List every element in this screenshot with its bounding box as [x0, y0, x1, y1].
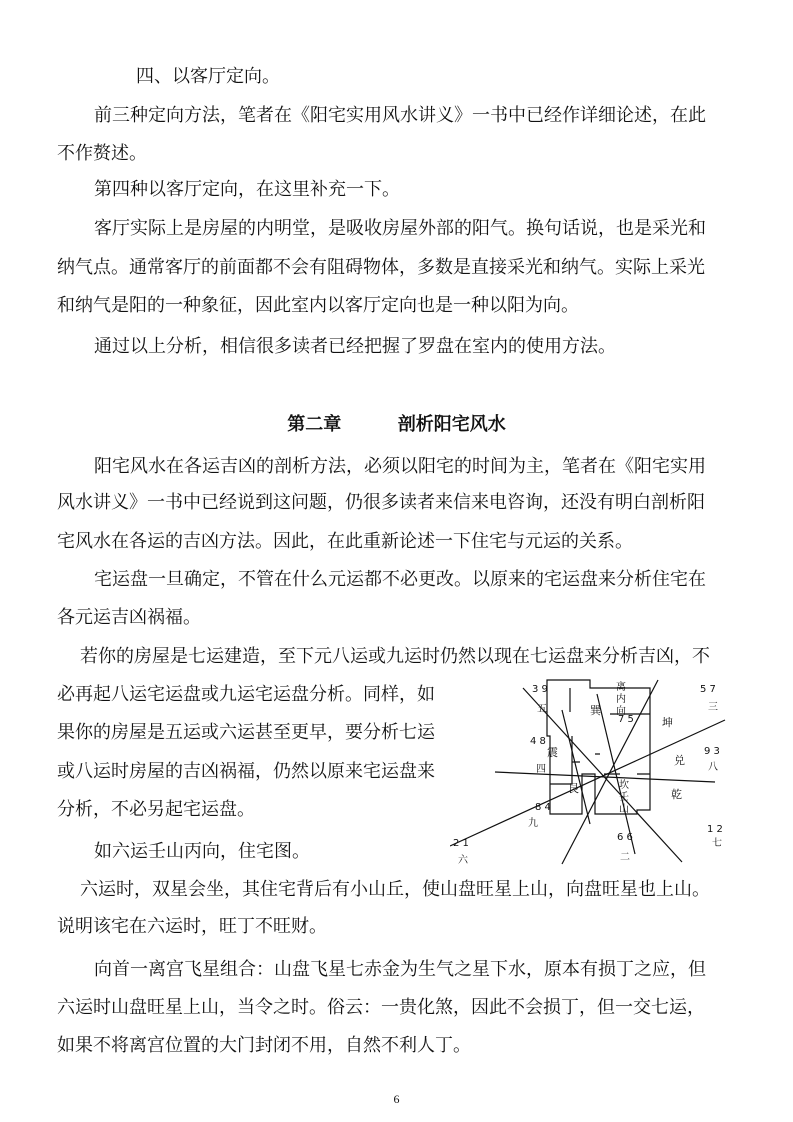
qian-gua: 乾: [671, 788, 682, 801]
gen-numbers: 8 4: [535, 802, 551, 813]
chapter-title: 剖析阳宅风水: [397, 414, 506, 435]
bottom-left-yun: 六: [458, 855, 468, 866]
kan-yun: 二: [620, 852, 630, 863]
paragraph-line: 不作赘述。: [57, 143, 147, 164]
paragraph-line: 如六运壬山丙向，住宅图。: [94, 841, 310, 862]
kan-label: 坎壬山: [619, 780, 629, 815]
gen-yun: 九: [528, 818, 538, 829]
kun-yun: 三: [708, 702, 718, 713]
paragraph-line: 阳宅风水在各运吉凶的剖析方法，必须以阳宅的时间为主，笔者在《阳宅实用: [94, 456, 706, 477]
dui-gua: 兑: [674, 754, 685, 767]
chapter-heading: [0, 410, 793, 440]
kun-gua: 坤: [662, 716, 673, 729]
house-flying-star-diagram: [450, 674, 740, 868]
zhen-yun: 四: [536, 764, 546, 775]
paragraph-line: 第四种以客厅定向，在这里补充一下。: [94, 179, 400, 200]
kun-numbers: 5 7: [700, 684, 716, 695]
section-heading: 四、以客厅定向。: [136, 66, 280, 87]
xun-numbers: 3 9: [532, 684, 548, 695]
qian-numbers: 1 2: [707, 824, 723, 835]
paragraph-line: 前三种定向方法，笔者在《阳宅实用风水讲义》一书中已经作详细论述，在此: [94, 105, 706, 126]
gen-gua: 艮: [568, 782, 579, 795]
paragraph-line: 向首一离宫飞星组合：山盘飞星七赤金为生气之星下水，原本有损丁之应，但: [94, 959, 706, 980]
dui-numbers: 9 3: [704, 746, 720, 757]
paragraph-line: 风水讲义》一书中已经说到这问题，仍很多读者来信来电咨询，还没有明白剖析阳: [57, 492, 705, 513]
page-number: 6: [393, 1092, 400, 1106]
xun-yun: 五: [537, 704, 547, 715]
paragraph-line: 六运时山盘旺星上山，当令之时。俗云：一贵化煞，因此不会损丁，但一交七运，: [57, 997, 705, 1018]
qian-yun: 七: [712, 838, 722, 849]
paragraph-line: 分析，不必另起宅运盘。: [57, 799, 255, 820]
paragraph-line: 如果不将离宫位置的大门封闭不用，自然不利人丁。: [57, 1035, 471, 1056]
chapter-number: 第二章: [287, 414, 342, 435]
paragraph-line: 六运时，双星会坐，其住宅背后有小山丘，使山盘旺星上山，向盘旺星也上山。: [80, 879, 710, 900]
paragraph-line: 果你的房屋是五运或六运甚至更早，要分析七运: [57, 722, 435, 743]
bottom-left-numbers: 2 1: [453, 838, 469, 849]
paragraph-line: 必再起八运宅运盘或九运宅运盘分析。同样，如: [57, 684, 435, 705]
paragraph-line: 客厅实际上是房屋的内明堂，是吸收房屋外部的阳气。换句话说，也是采光和: [94, 218, 706, 239]
paragraph-line: 各元运吉凶祸福。: [57, 607, 201, 628]
paragraph-line: 纳气点。通常客厅的前面都不会有阻碍物体，多数是直接采光和纳气。实际上采光: [57, 257, 705, 278]
paragraph-line: 宅风水在各运的吉凶方法。因此，在此重新论述一下住宅与元运的关系。: [57, 531, 633, 552]
xun-gua: 巽: [590, 704, 601, 717]
zhen-gua: 震: [547, 746, 558, 759]
paragraph-line: 和纳气是阳的一种象征，因此室内以客厅定向也是一种以阳为向。: [57, 295, 579, 316]
paragraph-line: 若你的房屋是七运建造，至下元八运或九运时仍然以现在七运盘来分析吉凶，不: [80, 646, 710, 667]
zhen-numbers: 4 8: [530, 736, 546, 747]
paragraph-line: 说明该宅在六运时，旺丁不旺财。: [57, 916, 327, 937]
dui-yun: 八: [708, 762, 718, 773]
li-numbers: 7 5: [618, 714, 634, 725]
paragraph-line: 或八运时房屋的吉凶祸福，仍然以原来宅运盘来: [57, 761, 435, 782]
li-label: 离内向: [616, 682, 626, 717]
paragraph-line: 通过以上分析，相信很多读者已经把握了罗盘在室内的使用方法。: [94, 336, 616, 357]
kan-numbers: 6 6: [617, 832, 633, 843]
paragraph-line: 宅运盘一旦确定，不管在什么元运都不必更改。以原来的宅运盘来分析住宅在: [94, 569, 706, 590]
